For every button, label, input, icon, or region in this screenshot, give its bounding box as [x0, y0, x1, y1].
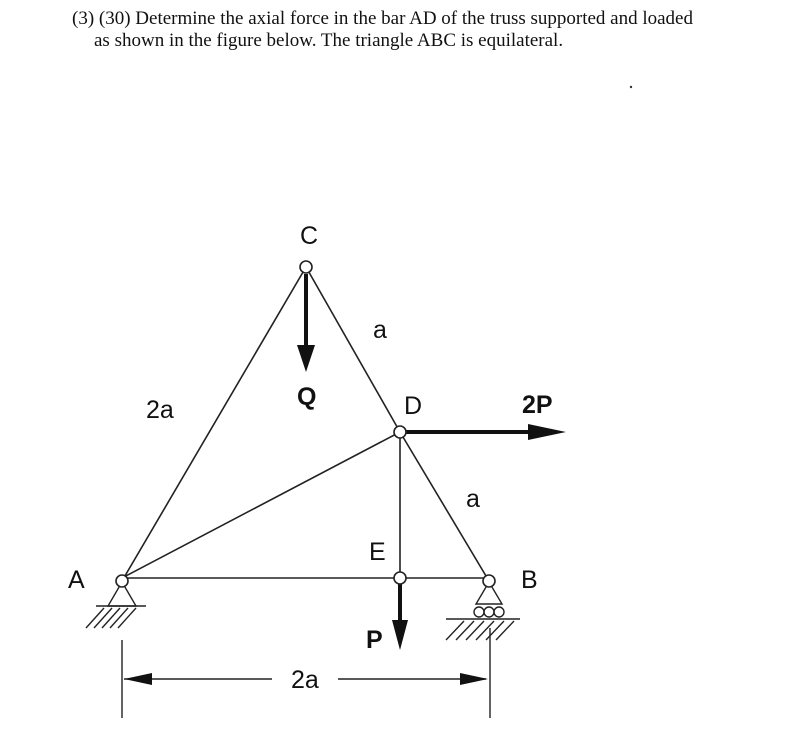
load-Q-arrow — [297, 274, 315, 372]
dimension-label-DB: a — [466, 485, 480, 513]
roller-support-B — [446, 582, 520, 640]
load-label-Q: Q — [297, 383, 317, 411]
label-B: B — [521, 566, 538, 594]
member-CD — [306, 267, 400, 432]
joint-E — [394, 572, 406, 584]
scan-speck — [630, 86, 632, 88]
joint-D — [394, 426, 406, 438]
dimension-label-AC: 2a — [146, 396, 174, 424]
load-2P-arrow — [405, 424, 566, 440]
problem-line-2: as shown in the figure below. The triangle ABC is equilateral. — [94, 30, 564, 51]
joint-C — [300, 261, 312, 273]
label-E: E — [369, 538, 386, 566]
dimension-label-AB: 2a — [291, 666, 319, 694]
label-C: C — [300, 222, 319, 250]
label-A: A — [68, 566, 85, 594]
dimension-label-CD: a — [373, 316, 387, 344]
member-AD — [122, 432, 400, 578]
load-label-P: P — [366, 626, 383, 654]
label-D: D — [404, 392, 423, 420]
joint-B — [483, 575, 495, 587]
problem-line-1: (3) (30) Determine the axial force in the bar AD of the truss supported and loaded — [72, 8, 693, 29]
load-label-2P: 2P — [522, 391, 553, 419]
joint-A — [116, 575, 128, 587]
load-P-arrow — [392, 583, 408, 650]
member-AC — [122, 267, 306, 581]
pin-support-A — [86, 582, 146, 628]
